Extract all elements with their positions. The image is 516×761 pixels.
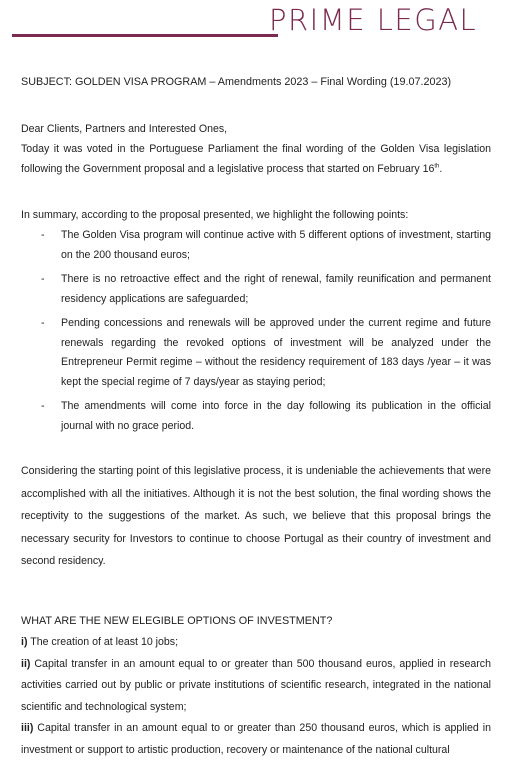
summary-bullet-list bbox=[41, 226, 491, 441]
subject-line: SUBJECT: GOLDEN VISA PROGRAM – Amendments 2023 – Final Wording (19.07.2023) bbox=[21, 76, 452, 88]
list-item bbox=[41, 270, 491, 309]
intro-paragraph bbox=[21, 140, 491, 179]
bullet-dash: - bbox=[41, 273, 45, 285]
summary-lead: In summary, according to the proposal presented, we highlight the following points: bbox=[21, 209, 409, 221]
option-number: iii) bbox=[21, 722, 34, 734]
option-text: The creation of at least 10 jobs; bbox=[27, 636, 179, 648]
list-item bbox=[41, 397, 491, 436]
list-item bbox=[41, 314, 491, 392]
list-item bbox=[21, 632, 491, 654]
bullet-dash: - bbox=[41, 400, 45, 412]
intro-period: . bbox=[439, 162, 443, 175]
bullet-text: The Golden Visa program will continue active with 5 different options of investment, starting on the 200 thousand euros; bbox=[61, 229, 491, 261]
intro-text: Today it was voted in the Portuguese Parliament the final wording of the Golden Visa legislation following the Government proposal and a legislative process that started on February 16 bbox=[21, 143, 491, 175]
bullet-dash: - bbox=[41, 317, 45, 329]
bullet-text: The amendments will come into force in the day following its publication in the official journal with no grace period. bbox=[61, 400, 491, 432]
list-item bbox=[41, 226, 491, 265]
bullet-text: Pending concessions and renewals will be approved under the current regime and future renewals regarding the revoked options of investment will be analyzed under the Entrepreneur Permit regime – without the residency requirement of 183 days /year – it was kept the special regime of 7 days/year as staying period; bbox=[61, 317, 491, 388]
option-number: ii) bbox=[21, 657, 31, 670]
greeting: Dear Clients, Partners and Interested Ones, bbox=[21, 123, 228, 135]
prime-legal-logo: PRIME LEGAL bbox=[269, 3, 478, 37]
bullet-dash: - bbox=[41, 229, 45, 241]
letterhead bbox=[0, 0, 516, 42]
investment-options-list bbox=[21, 632, 491, 761]
intro-superscript: th bbox=[434, 162, 440, 169]
bullet-text: There is no retroactive effect and the right of renewal, family reunification and permanent residency applications are safeguarded; bbox=[61, 273, 491, 305]
option-text: Capital transfer in an amount equal to or greater than 250 thousand euros, which is applied in investment or support to artistic production, recovery or maintenance of the national cultural bbox=[21, 722, 491, 756]
list-item bbox=[21, 718, 491, 761]
option-number: i) bbox=[21, 636, 28, 648]
letterhead-rule bbox=[12, 34, 278, 37]
options-heading: WHAT ARE THE NEW ELEGIBLE OPTIONS OF INVESTMENT? bbox=[21, 615, 333, 627]
option-text: Capital transfer in an amount equal to or greater than 500 thousand euros, applied in research activities carried out by public or private institutions of scientific research, integrated in the national scientific and technological system; bbox=[21, 657, 491, 713]
considering-paragraph: Considering the starting point of this legislative process, it is undeniable the achievements that were accomplished with all the initiatives. Although it is not the best solution, the final wording shows the receptivity to the suggestions of the market. As such, we believe that this proposal brings the necessary security for Investors to continue to choose Portugal as their country of investment and second residency. bbox=[21, 465, 491, 567]
list-item bbox=[21, 654, 491, 719]
